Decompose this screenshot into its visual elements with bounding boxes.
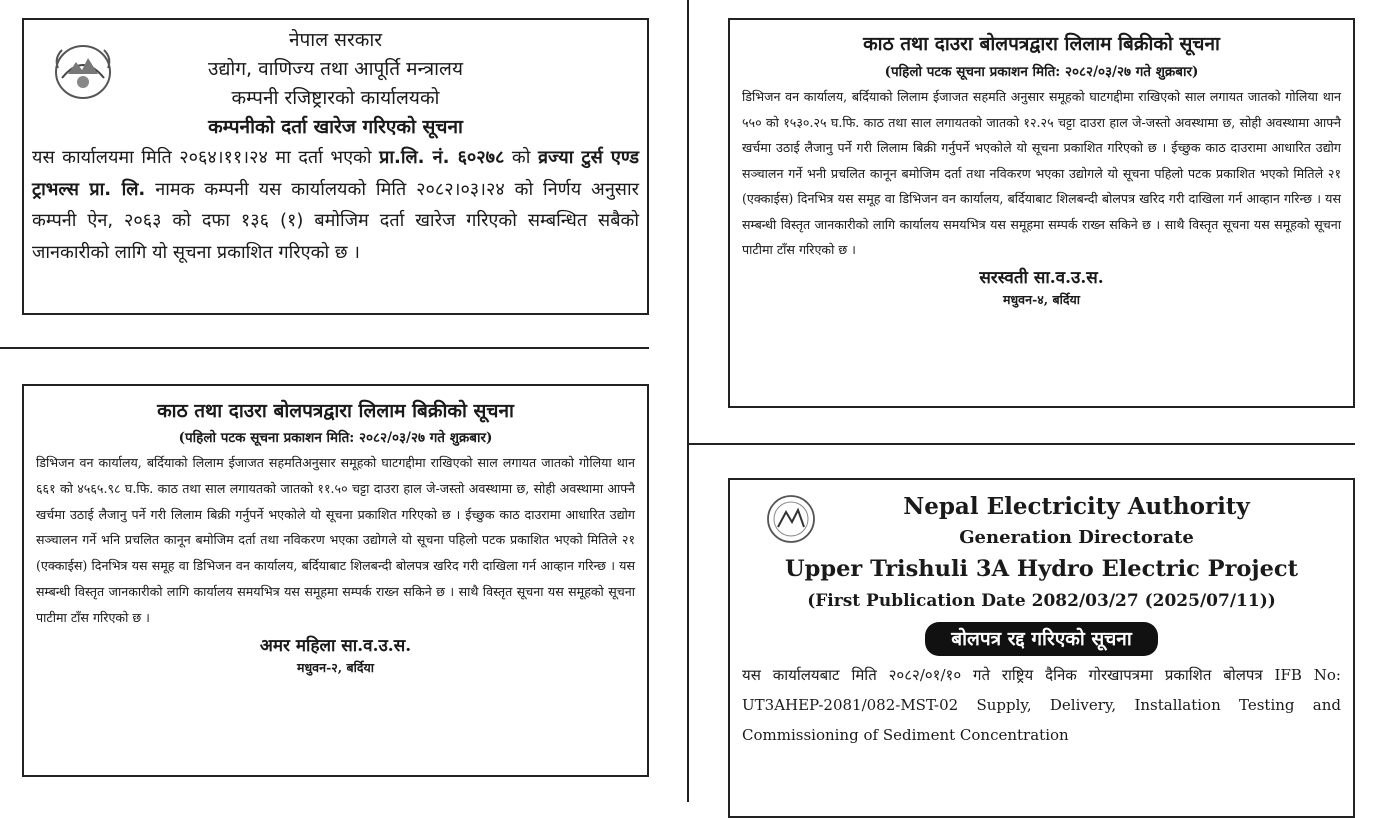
body-text-b: को [504, 147, 538, 168]
registration-number: प्रा.लि. नं. ६०२७८ [379, 147, 505, 168]
organization-address: मधुवन-२, बर्दिया [297, 659, 374, 675]
notice-body: यस कार्यालयबाट मिति २०८२/०१/१० गते राष्ट्रिय दैनिक गोरखापत्रमा प्रकाशित बोलपत्र IFB No: UT3AHEP-2081/082-MST-02 Supply, Delivery, Installation Testing and Commissioning of Sediment Concentration [742, 666, 1341, 744]
company-name: व्रज्या टुर्स एण्ड ट्राभल्स प्रा. लि. [32, 147, 639, 200]
organization-name: अमर महिला सा.व.उ.स. [259, 635, 412, 656]
cancel-banner-wrap [742, 622, 1341, 656]
divider-right-horizontal [689, 443, 1355, 445]
body-text-a: यस कार्यालयमा मिति २०६४।११।२४ मा दर्ता भएको [32, 147, 380, 168]
notice-title: काठ तथा दाउरा बोलपत्रद्वारा लिलाम बिक्रीको सूचना [863, 33, 1220, 55]
notice-title: कम्पनीको दर्ता खारेज गरिएको सूचना [208, 116, 463, 138]
publication-date: (पहिलो पटक सूचना प्रकाशन मिति: २०८२/०३/२७ गते शुक्रबार) [884, 64, 1199, 80]
organization-name: Nepal Electricity Authority [903, 493, 1250, 520]
timber-auction-notice-saraswati [728, 18, 1355, 408]
organization-address: मधुवन-४, बर्दिया [1003, 291, 1080, 307]
timber-auction-notice-amar [22, 384, 649, 777]
directorate-name: Generation Directorate [959, 527, 1194, 548]
notice-title: काठ तथा दाउरा बोलपत्रद्वारा लिलाम बिक्रीको सूचना [157, 400, 514, 422]
notice-body [32, 142, 639, 268]
publication-date: (पहिलो पटक सूचना प्रकाशन मिति: २०८२/०३/२७ गते शुक्रबार) [178, 430, 493, 446]
organization-name: सरस्वती सा.व.उ.स. [979, 267, 1104, 288]
ministry-heading: उद्योग, वाणिज्य तथा आपूर्ति मन्त्रालय [208, 58, 463, 80]
office-heading: कम्पनी रजिष्ट्रारको कार्यालयको [231, 87, 440, 109]
project-name: Upper Trishuli 3A Hydro Electric Project [785, 556, 1298, 582]
nea-tender-cancellation-notice [728, 478, 1355, 818]
government-heading: नेपाल सरकार [288, 29, 383, 51]
notice-body: डिभिजन वन कार्यालय, बर्दियाको लिलाम ईजाजत सहमति अनुसार समूहको घाटगद्दीमा राखिएको साल लगायत जातको गोलिया थान ५५० को १५३०.२५ घ.फि. काठ तथा साल लगायतको जातको १२.२५ चट्टा दाउरा हाल जे-जस्तो अवस्थामा छ, सोही अवस्थामा आफ्नै खर्चमा उठाई लैजानु पर्ने गरी लिलाम बिक्री गर्नुपर्ने भएकोले यो सूचना प्रकाशित गरिएको छ । ईच्छुक काठ दाउरामा आधारित उद्योग सञ्चालन गर्ने भनी प्रचलित कानून बमोजिम दर्ता तथा नविकरण भएका उद्योगले यो सूचना पहिलो पटक प्रकाशित भएको मितिले २१ (एक्काईस) दिनभित्र यस समूह वा डिभिजन वन कार्यालय, बर्दियाबाट शिलबन्दी बोलपत्र खरिद गरी दाखिला गर्न आव्हान गरिन्छ । यस सम्बन्धी विस्तृत जानकारीको लागि कार्यालय समयभित्र यस समूहमा सम्पर्क राख्न सकिने छ । साथै विस्तृत सूचना यस समूहको सूचना पाटीमा टाँस गरिएको छ । [742, 89, 1341, 257]
notice-body: डिभिजन वन कार्यालय, बर्दियाको लिलाम ईजाजत सहमतिअनुसार समूहको घाटगद्दीमा राखिएको साल लगायत जातको गोलिया थान ६६१ को ४५६५.९८ घ.फि. काठ तथा साल लगायतको जातको ११.५० चट्टा दाउरा हाल जे-जस्तो अवस्थामा छ, सोही अवस्थामा आफ्नै खर्चमा उठाई लैजानु पर्ने गरी लिलाम बिक्री गर्नुपर्ने भएकोले यो सूचना प्रकाशित गरिएको छ । ईच्छुक काठ दाउरामा आधारित उद्योग सञ्चालन गर्ने भनि प्रचलित कानून बमोजिम दर्ता तथा नविकरण भएका उद्योगले यो सूचना पहिलो पटक प्रकाशित भएको मितिले २१ (एक्काईस) दिनभित्र यस समूह वा डिभिजन वन कार्यालय, बर्दियाबाट शिलबन्दी बोलपत्र खरिद गरी दाखिला गर्न आव्हान गरिन्छ । यस सम्बन्धी विस्तृत जानकारीको लागि कार्यालय समयभित्र यस समूहमा सम्पर्क राख्न सकिने छ । साथै विस्तृत सूचना यस समूहको सूचना पाटीमा टाँस गरिएको छ । [36, 455, 635, 625]
divider-left-horizontal [0, 347, 649, 349]
nepal-emblem-icon [50, 38, 116, 102]
publication-date: (First Publication Date 2082/03/27 (2025/07/11)) [807, 591, 1276, 611]
body-text-c: नामक कम्पनी यस कार्यालयको मिति २०८२।०३।२४ को निर्णय अनुसार कम्पनी ऐन, २०६३ को दफा १३६ (१) बमोजिम दर्ता खारेज गरिएको सम्बन्धित सबैको जानकारीको लागि यो सूचना प्रकाशित गरिएको छ । [32, 178, 639, 263]
divider-vertical [687, 0, 689, 802]
nea-logo-icon [766, 494, 816, 544]
cancellation-banner: बोलपत्र रद्द गरिएको सूचना [925, 622, 1158, 656]
company-cancellation-notice [22, 18, 649, 315]
